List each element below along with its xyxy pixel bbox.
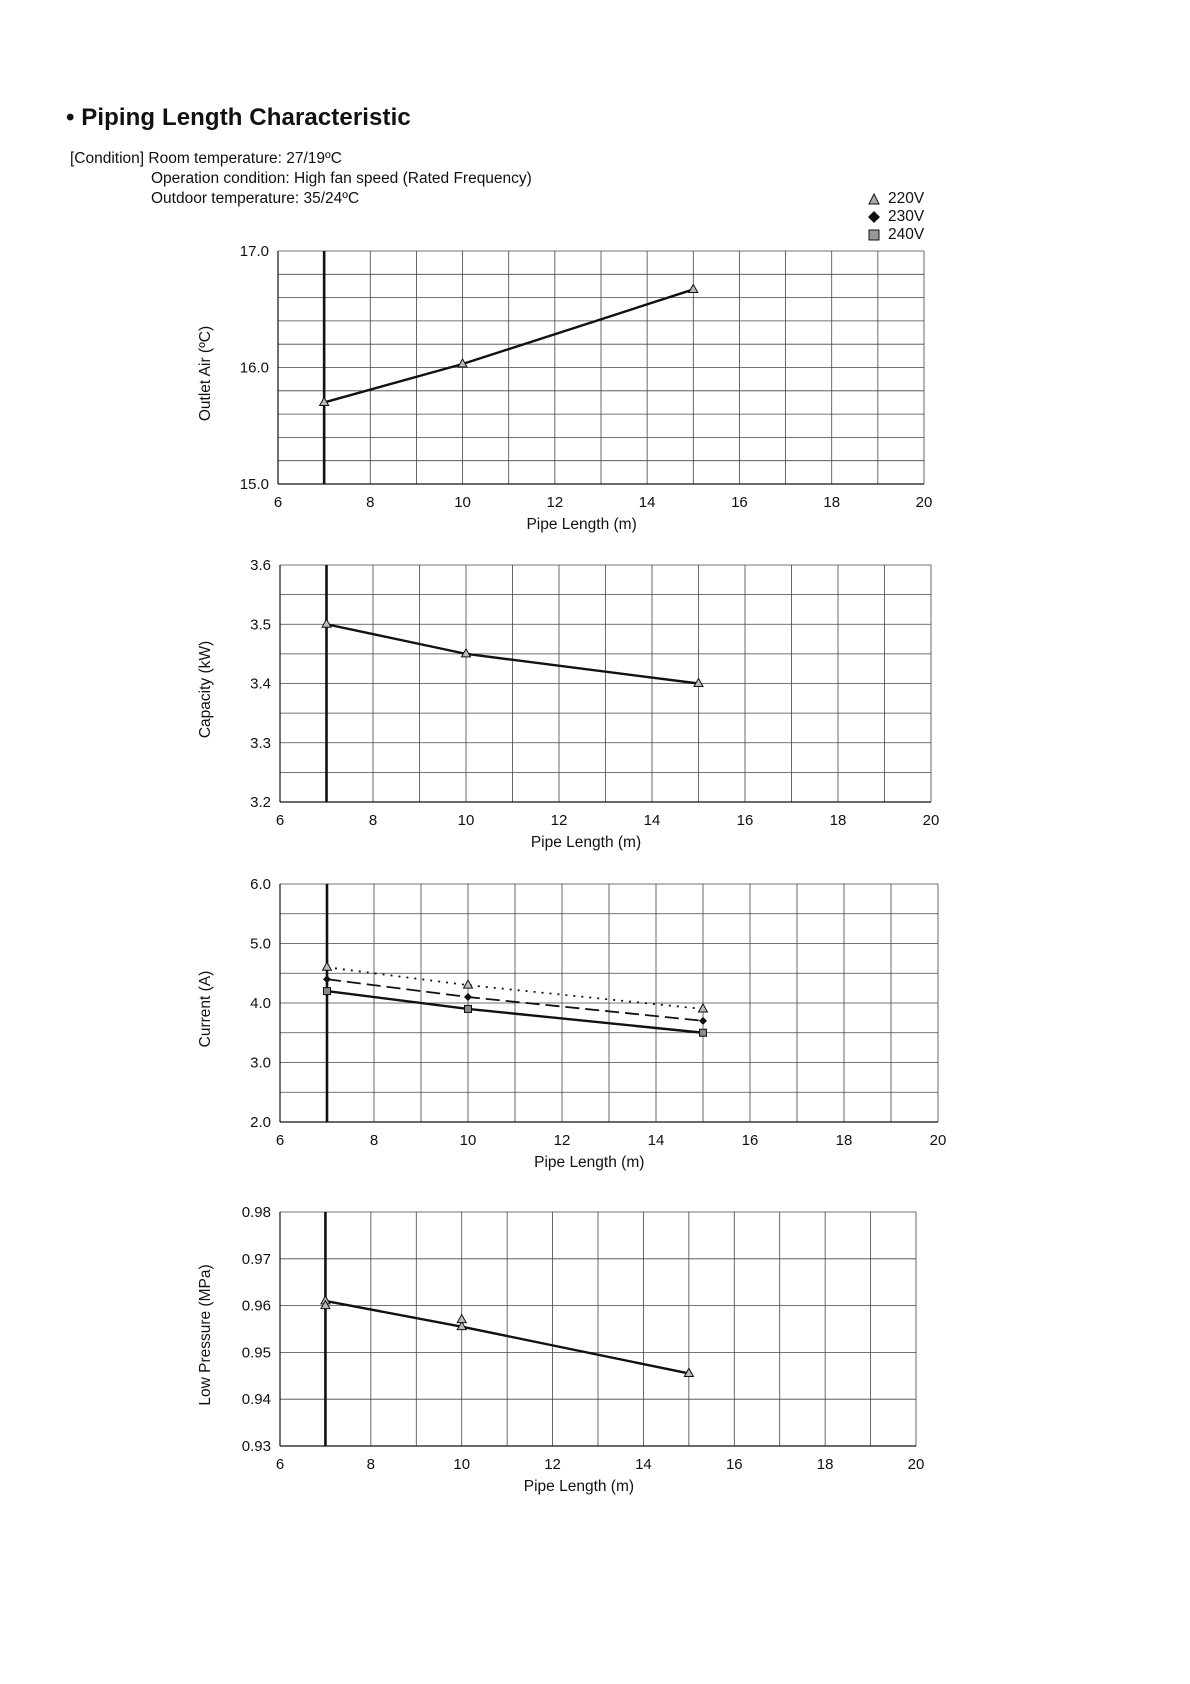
x-tick-label: 14 <box>643 812 661 829</box>
page-title: • Piping Length Characteristic <box>66 104 411 131</box>
data-point-diamond <box>464 993 472 1001</box>
x-axis-label: Pipe Length (m) <box>526 516 637 533</box>
x-axis-label: Pipe Length (m) <box>534 1154 645 1171</box>
chart-1 <box>197 243 932 533</box>
x-tick-label: 8 <box>369 1132 379 1149</box>
x-tick-label: 16 <box>736 812 754 829</box>
y-tick-label: 0.98 <box>241 1204 271 1221</box>
data-point-triangle <box>699 1004 708 1012</box>
data-point-square <box>324 988 331 995</box>
data-point-square <box>700 1029 707 1036</box>
y-tick-label: 4.0 <box>250 995 271 1012</box>
x-tick-label: 18 <box>829 812 847 829</box>
x-tick-label: 10 <box>454 494 471 511</box>
y-tick-label: 3.5 <box>250 616 271 634</box>
x-tick-label: 6 <box>273 494 283 511</box>
y-tick-label: 3.4 <box>250 675 271 693</box>
y-tick-label: 3.3 <box>250 734 271 752</box>
y-tick-label: 0.95 <box>241 1344 271 1362</box>
x-tick-label: 20 <box>929 1132 947 1149</box>
x-axis-label: Pipe Length (m) <box>530 834 642 851</box>
x-tick-label: 12 <box>553 1132 571 1149</box>
y-tick-label: 15.0 <box>239 476 269 493</box>
x-tick-label: 18 <box>816 1456 834 1473</box>
y-tick-label: 0.97 <box>241 1250 271 1268</box>
y-axis-label: Low Pressure (MPa) <box>197 1264 214 1406</box>
condition-line-room-temperature: [Condition] Room temperature: 27/19ºC <box>70 150 342 167</box>
x-tick-label: 18 <box>823 494 841 511</box>
x-tick-label: 6 <box>275 812 285 829</box>
y-tick-label: 6.0 <box>250 876 271 893</box>
legend-label: 230V <box>888 208 925 225</box>
x-tick-label: 10 <box>457 812 475 829</box>
x-tick-label: 14 <box>635 1456 652 1473</box>
chart-3 <box>197 876 946 1171</box>
y-axis-label: Current (A) <box>197 970 214 1048</box>
x-tick-label: 20 <box>922 812 940 829</box>
y-tick-label: 0.93 <box>241 1438 271 1455</box>
data-point-triangle <box>323 962 332 970</box>
x-tick-label: 16 <box>741 1132 759 1149</box>
x-tick-label: 16 <box>725 1456 743 1473</box>
x-tick-label: 10 <box>453 1456 471 1473</box>
y-axis-label: Outlet Air (ºC) <box>197 325 214 422</box>
chart-4 <box>197 1204 924 1495</box>
x-tick-label: 8 <box>366 494 375 511</box>
y-tick-label: 3.6 <box>250 557 271 574</box>
chart-2 <box>197 557 939 851</box>
condition-line-outdoor-temperature: Outdoor temperature: 35/24ºC <box>151 190 360 207</box>
legend-label: 240V <box>888 226 925 243</box>
data-point-triangle <box>689 284 698 292</box>
condition-line-operation: Operation condition: High fan speed (Rated Frequency) <box>151 170 532 187</box>
data-point-square <box>465 1005 472 1012</box>
x-tick-label: 20 <box>915 494 933 511</box>
y-tick-label: 3.2 <box>250 794 271 811</box>
x-tick-label: 10 <box>459 1132 477 1149</box>
x-tick-label: 12 <box>546 494 564 511</box>
x-tick-label: 18 <box>835 1132 853 1149</box>
x-tick-label: 6 <box>275 1456 285 1473</box>
y-axis-label: Capacity (kW) <box>197 640 214 739</box>
x-tick-label: 8 <box>366 1456 376 1473</box>
x-tick-label: 14 <box>638 494 656 511</box>
y-tick-label: 17.0 <box>239 243 269 260</box>
data-point-triangle <box>322 619 331 627</box>
y-tick-label: 2.0 <box>250 1114 271 1131</box>
x-tick-label: 20 <box>907 1456 925 1473</box>
data-point-triangle <box>464 980 473 988</box>
x-axis-label: Pipe Length (m) <box>523 1478 635 1495</box>
x-tick-label: 14 <box>647 1132 665 1149</box>
data-point-diamond <box>699 1017 707 1025</box>
x-tick-label: 8 <box>368 812 378 829</box>
y-tick-label: 0.96 <box>241 1297 271 1315</box>
y-tick-label: 5.0 <box>250 935 271 953</box>
x-tick-label: 12 <box>550 812 568 829</box>
data-point-diamond <box>323 975 331 983</box>
x-tick-label: 16 <box>731 494 748 511</box>
y-tick-label: 16.0 <box>239 359 269 377</box>
data-point-triangle <box>457 1315 466 1323</box>
legend-label: 220V <box>888 190 925 207</box>
x-tick-label: 6 <box>275 1132 285 1149</box>
y-tick-label: 0.94 <box>241 1391 271 1409</box>
x-tick-label: 12 <box>544 1456 561 1473</box>
y-tick-label: 3.0 <box>250 1054 271 1072</box>
